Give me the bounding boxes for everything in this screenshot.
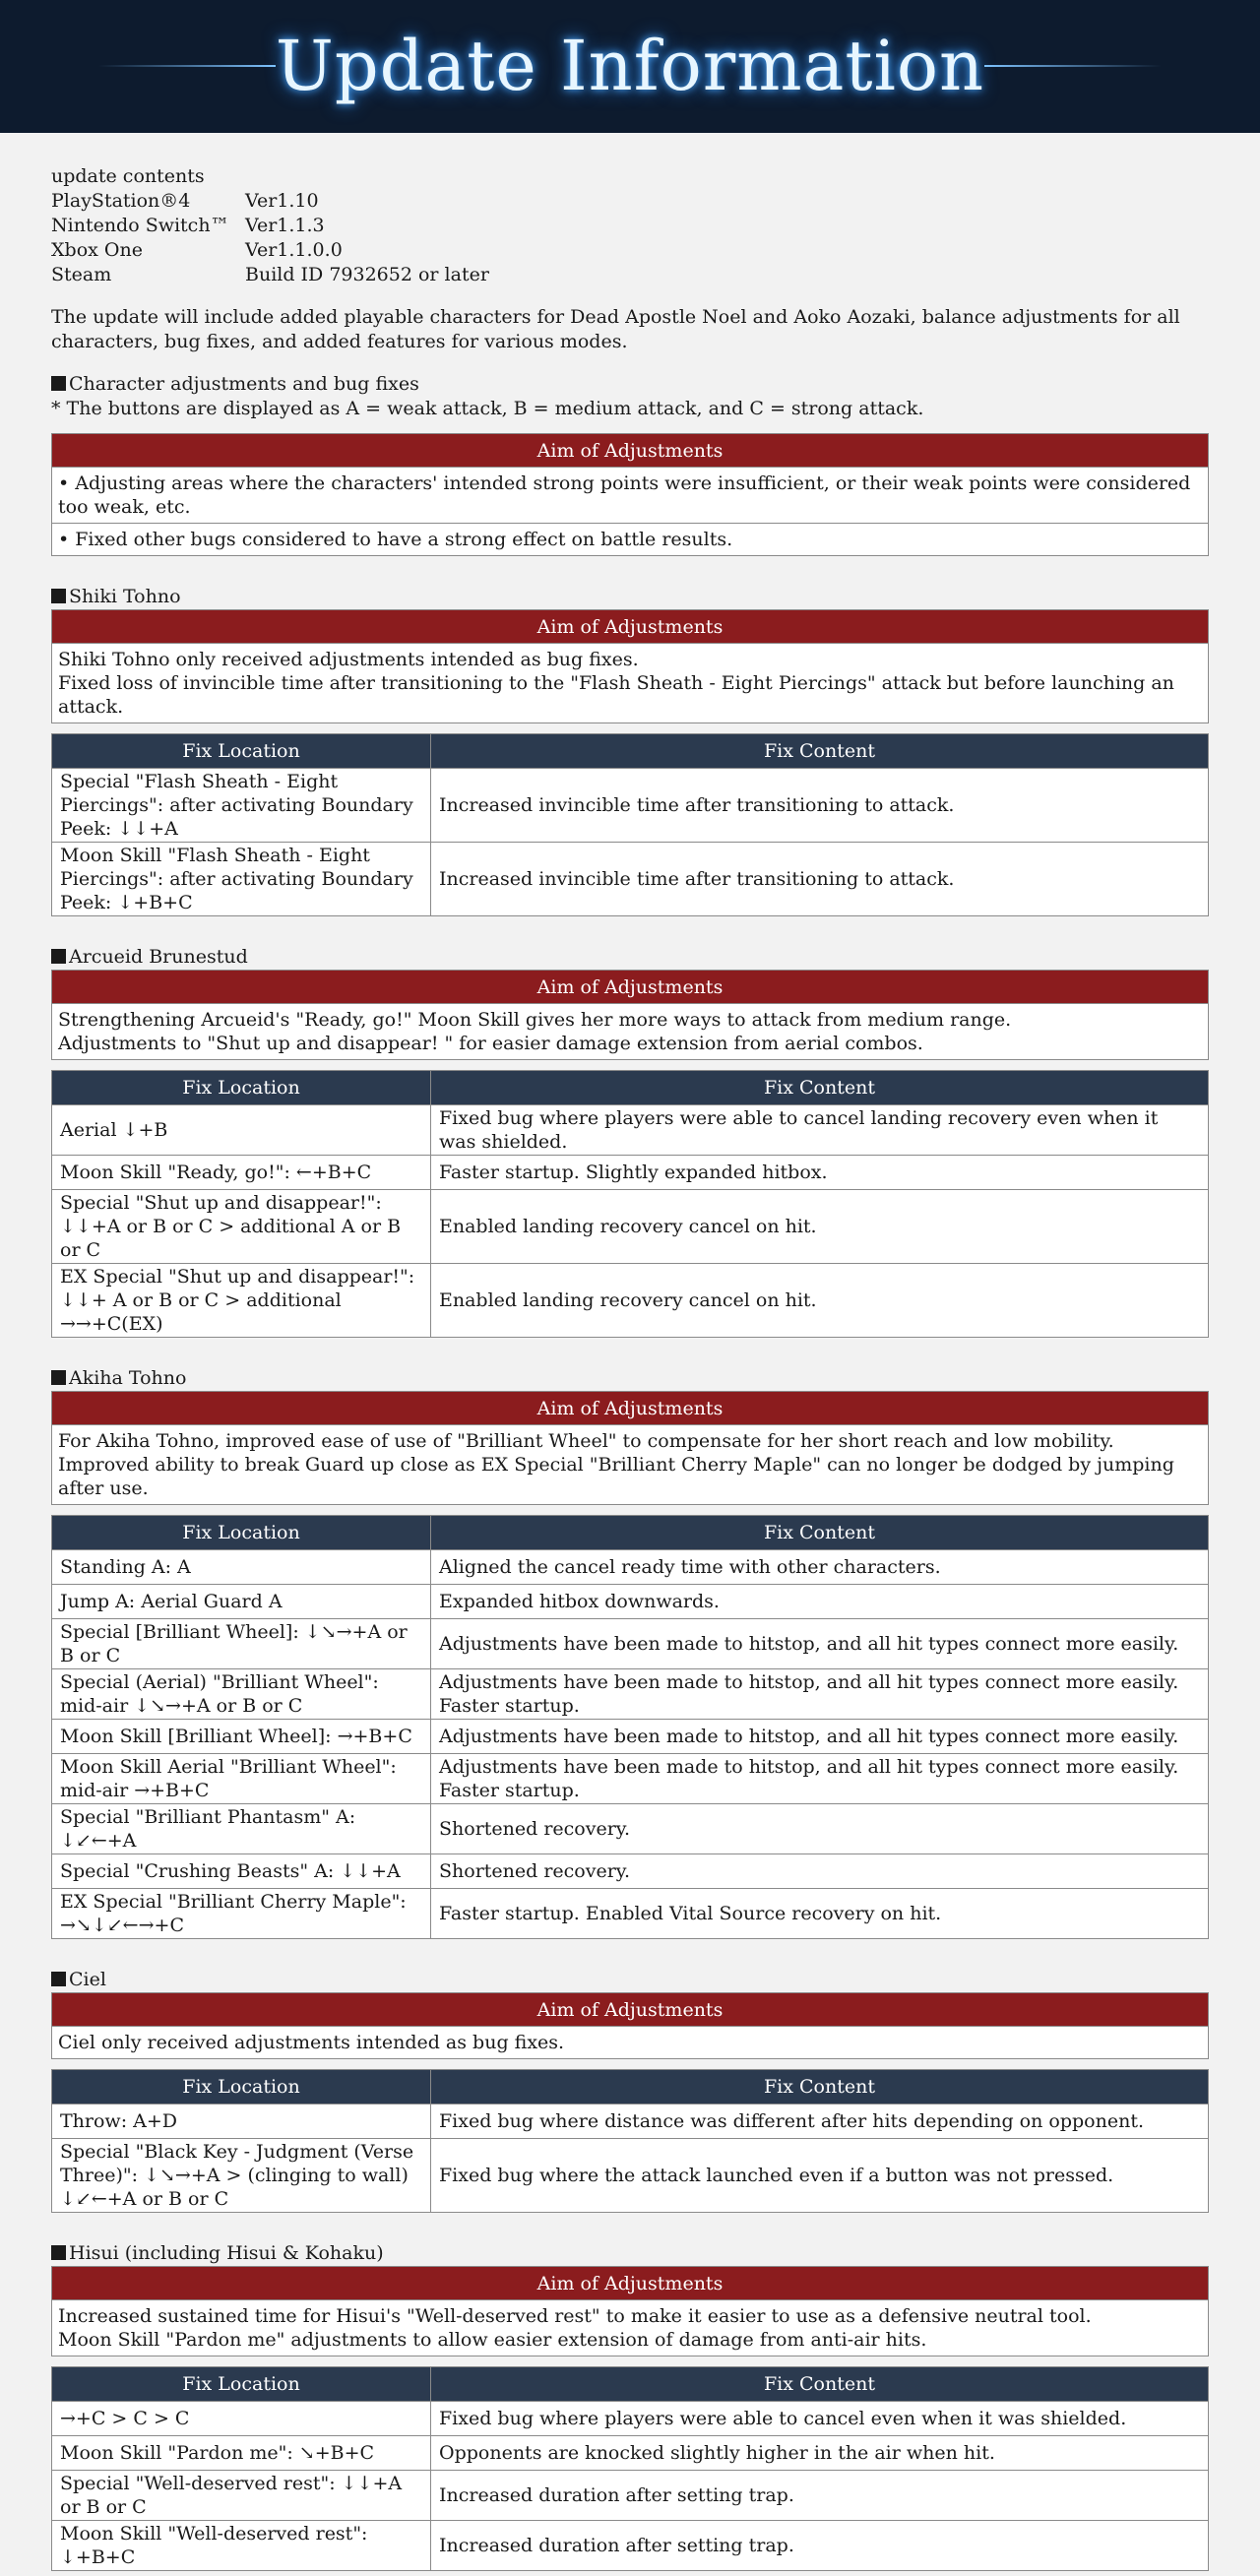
character-name-heading [51, 1967, 1209, 1992]
aim-text [52, 644, 1209, 723]
platform-name: Nintendo Switch™ [51, 215, 229, 236]
fix-content: Increased duration after setting trap. [431, 2471, 1209, 2521]
square-bullet-icon [51, 1370, 66, 1385]
character-section [51, 584, 1209, 916]
fix-content: Enabled landing recovery cancel on hit. [431, 1190, 1209, 1264]
fix-location: EX Special "Brilliant Cherry Maple": →↘↓↙←→+C [52, 1889, 431, 1939]
aim-text [52, 1425, 1209, 1505]
update-contents-heading: update contents [51, 165, 205, 187]
character-name-heading [51, 1365, 1209, 1391]
version-row [51, 263, 1209, 287]
fix-content: Adjustments have been made to hitstop, and all hit types connect more easily. [431, 1720, 1209, 1754]
fix-content-header: Fix Content [431, 1516, 1209, 1550]
fix-content: Adjustments have been made to hitstop, and all hit types connect more easily. Faster startup. [431, 1754, 1209, 1804]
fix-content: Expanded hitbox downwards. [431, 1585, 1209, 1619]
fix-location-header: Fix Location [52, 2367, 431, 2402]
fix-content: Faster startup. Slightly expanded hitbox. [431, 1156, 1209, 1190]
aim-line: Strengthening Arcueid's "Ready, go!" Moon Skill gives her more ways to attack from medium range. [58, 1009, 1012, 1031]
aim-row: • Fixed other bugs considered to have a strong effect on battle results. [52, 524, 1209, 556]
fix-content: Fixed bug where distance was different after hits depending on opponent. [431, 2105, 1209, 2139]
character-aim-table [51, 609, 1209, 723]
platform-version: Ver1.10 [245, 190, 319, 212]
fix-content-header: Fix Content [431, 2367, 1209, 2402]
aim-header: Aim of Adjustments [52, 2267, 1209, 2300]
fix-content: Fixed bug where players were able to cancel landing recovery even when it was shielded. [431, 1105, 1209, 1156]
fix-content: Adjustments have been made to hitstop, and all hit types connect more easily. Faster startup. [431, 1669, 1209, 1720]
character-aim-table [51, 2266, 1209, 2356]
character-name-heading [51, 944, 1209, 970]
aim-line: Improved ability to break Guard up close as EX Special "Brilliant Cherry Maple" can no longer be dodged by jumping after use. [58, 1454, 1174, 1499]
section-heading-text: Character adjustments and bug fixes [69, 373, 419, 395]
fix-row [52, 1105, 1209, 1156]
main-content [0, 133, 1260, 2571]
fix-location: Moon Skill [Brilliant Wheel]: →+B+C [52, 1720, 431, 1754]
fix-location: Aerial ↓+B [52, 1105, 431, 1156]
fix-content: Shortened recovery. [431, 1804, 1209, 1854]
fix-row [52, 2105, 1209, 2139]
fix-table [51, 2366, 1209, 2571]
aim-line: For Akiha Tohno, improved ease of use of "Brilliant Wheel" to compensate for her short reach and low mobility. [58, 1430, 1114, 1452]
fix-content-header: Fix Content [431, 1071, 1209, 1105]
square-bullet-icon [51, 949, 66, 964]
fix-location-header: Fix Location [52, 1071, 431, 1105]
fix-location: →+C > C > C [52, 2402, 431, 2436]
aim-text [52, 1004, 1209, 1060]
aim-line: Fixed loss of invincible time after transitioning to the "Flash Sheath - Eight Piercings" attack but before launching an attack. [58, 672, 1174, 718]
fix-row [52, 1585, 1209, 1619]
banner-line-right [984, 65, 1162, 67]
banner-line-left [98, 65, 276, 67]
fix-content: Adjustments have been made to hitstop, and all hit types connect more easily. [431, 1619, 1209, 1669]
fix-content-header: Fix Content [431, 734, 1209, 769]
character-section [51, 2240, 1209, 2571]
character-name: Shiki Tohno [69, 586, 181, 607]
fix-row [52, 1264, 1209, 1338]
aim-line: Moon Skill "Pardon me" adjustments to allow easier extension of damage from anti-air hits. [58, 2329, 927, 2351]
platform-name: Steam [51, 264, 112, 285]
fix-content: Fixed bug where the attack launched even if a button was not pressed. [431, 2139, 1209, 2213]
platform-name: Xbox One [51, 239, 143, 261]
fix-content-header: Fix Content [431, 2070, 1209, 2105]
fix-content: Enabled landing recovery cancel on hit. [431, 1264, 1209, 1338]
character-name: Ciel [69, 1969, 106, 1990]
general-aim-table [51, 433, 1209, 556]
square-bullet-icon [51, 589, 66, 603]
fix-row [52, 769, 1209, 843]
header-banner [0, 0, 1260, 133]
platform-version: Build ID 7932652 or later [245, 264, 489, 285]
fix-location: Moon Skill "Well-deserved rest": ↓+B+C [52, 2521, 431, 2571]
fix-location: Special "Black Key - Judgment (Verse Three)": ↓↘→+A > (clinging to wall) ↓↙←+A or B or C [52, 2139, 431, 2213]
fix-row [52, 1854, 1209, 1889]
fix-location: Special "Well-deserved rest": ↓↓+A or B or C [52, 2471, 431, 2521]
aim-header: Aim of Adjustments [52, 610, 1209, 644]
fix-row [52, 1669, 1209, 1720]
fix-table [51, 1515, 1209, 1939]
aim-line: Increased sustained time for Hisui's "Well-deserved rest" to make it easier to use as a defensive neutral tool. [58, 2305, 1092, 2327]
fix-location: Special (Aerial) "Brilliant Wheel": mid-air ↓↘→+A or B or C [52, 1669, 431, 1720]
fix-location: Moon Skill "Ready, go!": ←+B+C [52, 1156, 431, 1190]
character-name: Akiha Tohno [69, 1367, 187, 1389]
update-summary: The update will include added playable characters for Dead Apostle Noel and Aoko Aozaki, balance adjustments for all characters, bug fixes, and added features for various modes. [51, 306, 1180, 352]
fix-location-header: Fix Location [52, 1516, 431, 1550]
fix-table [51, 2069, 1209, 2213]
character-name-heading [51, 2240, 1209, 2266]
square-bullet-icon [51, 2245, 66, 2260]
fix-table [51, 733, 1209, 916]
platform-name: PlayStation®4 [51, 190, 191, 212]
aim-line: Ciel only received adjustments intended as bug fixes. [58, 2032, 565, 2053]
square-bullet-icon [51, 376, 66, 391]
fix-row [52, 2471, 1209, 2521]
fix-location: Moon Skill "Pardon me": ↘+B+C [52, 2436, 431, 2471]
platform-version: Ver1.1.0.0 [245, 239, 343, 261]
fix-location: Throw: A+D [52, 2105, 431, 2139]
aim-header: Aim of Adjustments [52, 1392, 1209, 1425]
fix-row [52, 2402, 1209, 2436]
fix-row [52, 1720, 1209, 1754]
fix-location-header: Fix Location [52, 734, 431, 769]
fix-location: Special "Flash Sheath - Eight Piercings": after activating Boundary Peek: ↓↓+A [52, 769, 431, 843]
fix-location: Moon Skill "Flash Sheath - Eight Piercings": after activating Boundary Peek: ↓+B+C [52, 843, 431, 916]
version-row [51, 238, 1209, 263]
fix-row [52, 1156, 1209, 1190]
aim-header: Aim of Adjustments [52, 971, 1209, 1004]
fix-row [52, 2139, 1209, 2213]
character-name-heading [51, 584, 1209, 609]
fix-location: Special [Brilliant Wheel]: ↓↘→+A or B or C [52, 1619, 431, 1669]
page-title: Update Information [275, 26, 985, 106]
version-row [51, 189, 1209, 214]
character-aim-table [51, 1992, 1209, 2059]
fix-row [52, 843, 1209, 916]
square-bullet-icon [51, 1972, 66, 1986]
fix-row [52, 1754, 1209, 1804]
character-name: Hisui (including Hisui & Kohaku) [69, 2242, 384, 2264]
aim-header: Aim of Adjustments [52, 1993, 1209, 2027]
fix-content: Fixed bug where players were able to cancel even when it was shielded. [431, 2402, 1209, 2436]
fix-content: Increased duration after setting trap. [431, 2521, 1209, 2571]
fix-location-header: Fix Location [52, 2070, 431, 2105]
fix-content: Shortened recovery. [431, 1854, 1209, 1889]
character-sections [51, 584, 1209, 2571]
aim-text [52, 2027, 1209, 2059]
fix-content: Aligned the cancel ready time with other characters. [431, 1550, 1209, 1585]
character-section [51, 1365, 1209, 1939]
button-note: * The buttons are displayed as A = weak attack, B = medium attack, and C = strong attack. [51, 398, 924, 419]
section-heading [51, 372, 1209, 397]
fix-content: Increased invincible time after transitioning to attack. [431, 769, 1209, 843]
aim-row: • Adjusting areas where the characters' intended strong points were insufficient, or their weak points were considered too weak, etc. [52, 468, 1209, 524]
fix-content: Faster startup. Enabled Vital Source recovery on hit. [431, 1889, 1209, 1939]
fix-row [52, 2521, 1209, 2571]
platform-version: Ver1.1.3 [245, 215, 325, 236]
aim-line: Shiki Tohno only received adjustments intended as bug fixes. [58, 649, 639, 670]
fix-location: EX Special "Shut up and disappear!": ↓↓+ A or B or C > additional →→+C(EX) [52, 1264, 431, 1338]
fix-table [51, 1070, 1209, 1338]
fix-row [52, 1804, 1209, 1854]
fix-location: Special "Shut up and disappear!": ↓↓+A or B or C > additional A or B or C [52, 1190, 431, 1264]
character-section [51, 944, 1209, 1338]
fix-row [52, 1550, 1209, 1585]
update-contents [51, 164, 1209, 287]
fix-location: Standing A: A [52, 1550, 431, 1585]
character-name: Arcueid Brunestud [69, 946, 248, 968]
version-row [51, 214, 1209, 238]
fix-row [52, 1190, 1209, 1264]
aim-line: Adjustments to "Shut up and disappear! " for easier damage extension from aerial combos. [58, 1033, 923, 1054]
fix-row [52, 1889, 1209, 1939]
aim-header: Aim of Adjustments [52, 434, 1209, 468]
fix-location: Special "Crushing Beasts" A: ↓↓+A [52, 1854, 431, 1889]
fix-row [52, 1619, 1209, 1669]
fix-location: Jump A: Aerial Guard A [52, 1585, 431, 1619]
fix-location: Moon Skill Aerial "Brilliant Wheel": mid-air →+B+C [52, 1754, 431, 1804]
fix-row [52, 2436, 1209, 2471]
character-section [51, 1967, 1209, 2213]
fix-content: Opponents are knocked slightly higher in the air when hit. [431, 2436, 1209, 2471]
character-aim-table [51, 970, 1209, 1060]
fix-content: Increased invincible time after transitioning to attack. [431, 843, 1209, 916]
character-aim-table [51, 1391, 1209, 1505]
aim-text [52, 2300, 1209, 2356]
fix-location: Special "Brilliant Phantasm" A: ↓↙←+A [52, 1804, 431, 1854]
